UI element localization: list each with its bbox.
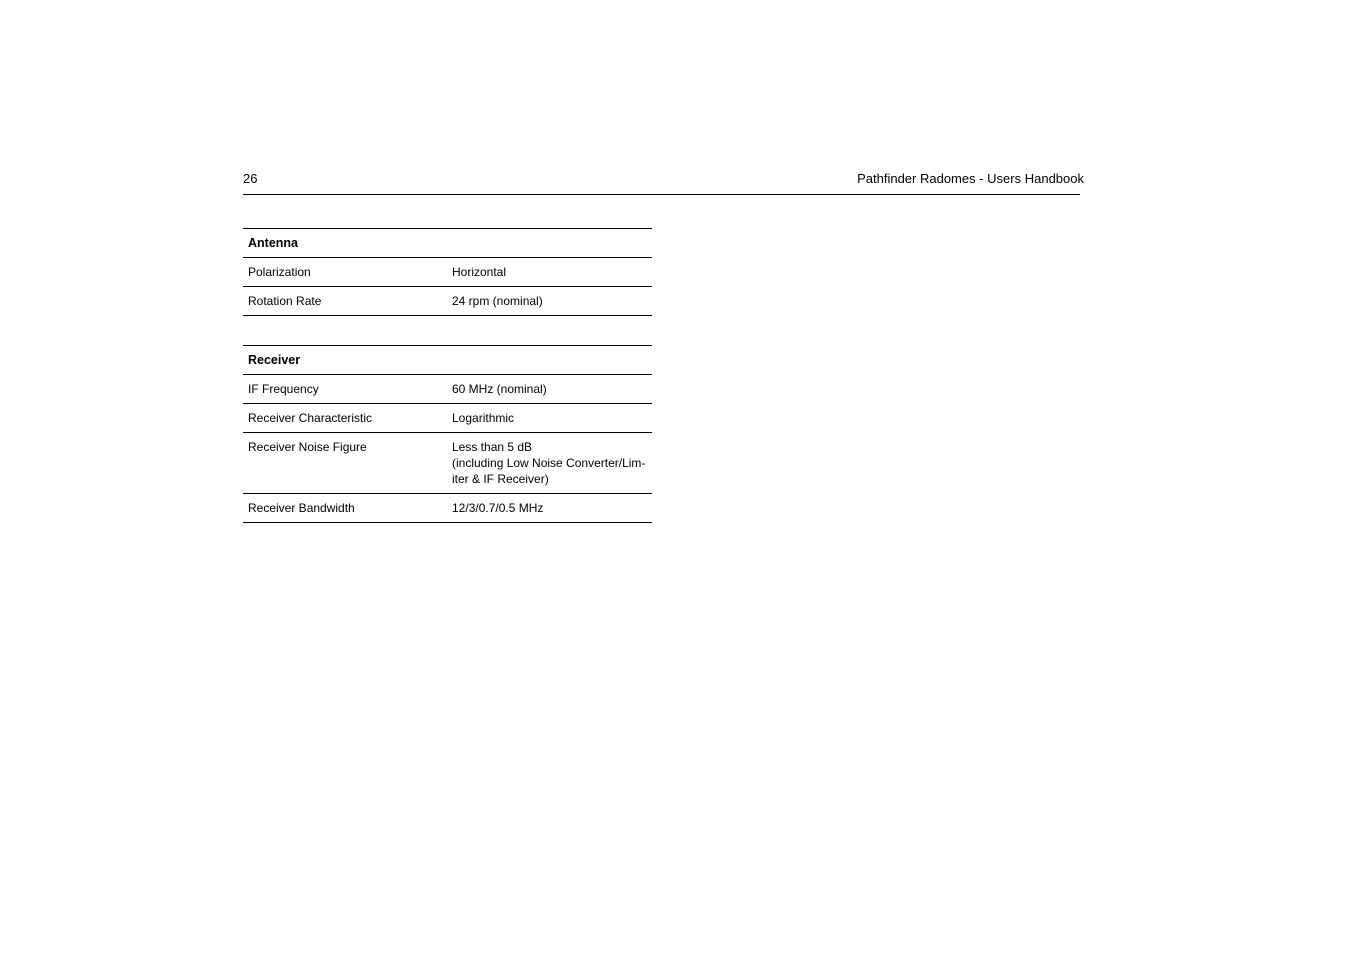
receiver-heading: Receiver [243, 346, 652, 375]
antenna-spec-table [243, 228, 652, 316]
table-row [243, 287, 652, 316]
spec-label: Rotation Rate [243, 287, 447, 316]
spec-value: Horizontal [447, 258, 652, 287]
spec-value: 12/3/0.7/0.5 MHz [447, 494, 652, 523]
spec-value [447, 433, 652, 494]
spec-value: 24 rpm (nominal) [447, 287, 652, 316]
spec-label: Receiver Characteristic [243, 404, 447, 433]
running-title: Pathfinder Radomes - Users Handbook [857, 171, 1084, 186]
spec-label: IF Frequency [243, 375, 447, 404]
receiver-spec-table [243, 345, 652, 523]
table-row [243, 433, 652, 494]
antenna-heading: Antenna [243, 229, 652, 258]
page-number: 26 [243, 171, 258, 186]
spec-value-line: (including Low Noise Converter/Lim- [452, 456, 646, 470]
table-section-header [243, 346, 652, 375]
spec-label: Receiver Noise Figure [243, 433, 447, 494]
spec-value: 60 MHz (nominal) [447, 375, 652, 404]
table-row [243, 375, 652, 404]
spec-label: Polarization [243, 258, 447, 287]
spec-value: Logarithmic [447, 404, 652, 433]
spec-label: Receiver Bandwidth [243, 494, 447, 523]
header-rule [243, 194, 1080, 195]
table-row [243, 494, 652, 523]
spec-value-line: Less than 5 dB [452, 440, 533, 454]
spec-value-line: iter & IF Receiver) [452, 472, 549, 486]
table-row [243, 258, 652, 287]
table-section-header [243, 229, 652, 258]
table-row [243, 404, 652, 433]
